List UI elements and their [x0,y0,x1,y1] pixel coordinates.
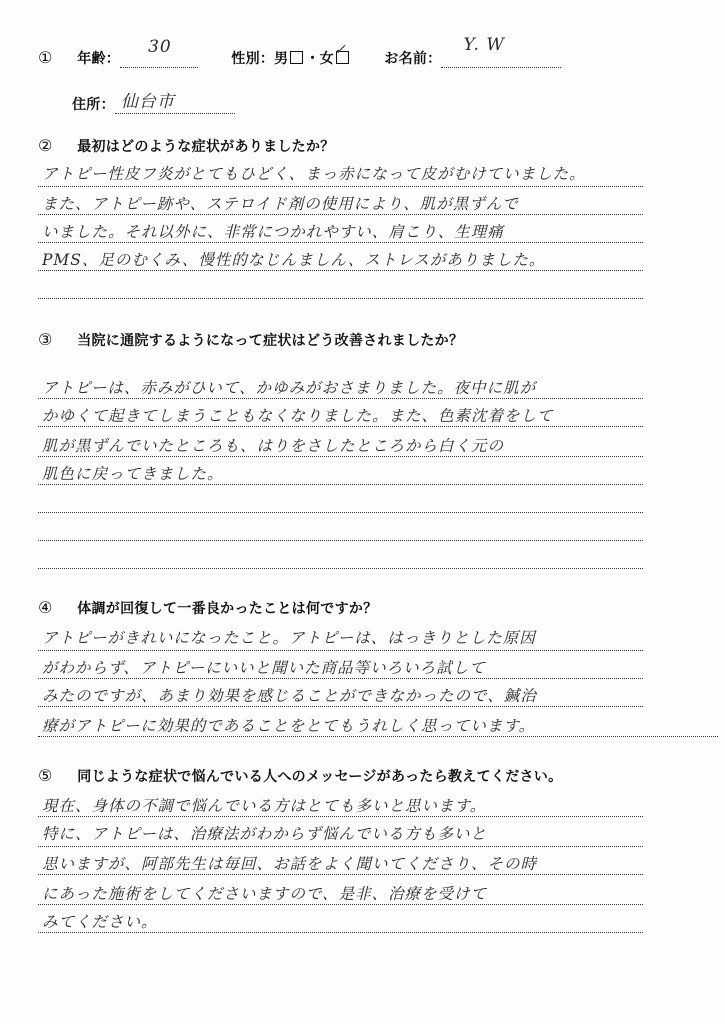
q5-question: 同じような症状で悩んでいる人へのメッセージがあったら教えてください。 [77,769,563,785]
q2-answer-line: PMS、足のむくみ、慢性的なじんましん、ストレスがありました。 [42,251,546,269]
q5-answer-line: 思いますが、阿部先生は毎回、お話をよく聞いてくださり、その時 [42,855,538,873]
q4-answer-line: がわからず、アトピーにいいと聞いた商品等いろいろ試して [42,659,486,677]
q5-heading [38,766,562,786]
male-checkbox [290,51,303,64]
gender-label: 性別：男 [231,51,289,67]
q4-heading [38,598,378,618]
q3-rule [38,540,643,541]
q2-rule [38,214,643,215]
age-value: 30 [148,37,172,57]
q4-rule [38,650,643,651]
q3-answer-line: 肌色に戻ってきました。 [42,465,224,483]
q5-answer-line: 特に、アトピーは、治療法がわからず悩んでいる方も多いと [42,825,487,843]
female-label: ・女 [305,51,335,67]
q3-rule [38,512,643,513]
q5-rule [38,874,643,875]
q2-answer-line: いました。それ以外に、非常につかれやすい、肩こり、生理痛 [42,223,504,241]
q4-answer-line: 療がアトピーに効果的であることをとてもうれしく思っています。 [42,717,536,735]
q4-rule [38,706,643,707]
q3-answer-line: 肌が黒ずんでいたところも、はりをさしたところから白く元の [42,437,505,455]
q5-rule [38,932,643,933]
q5-answer-line: にあった施術をしてくださいますので、是非、治療を受けて [42,885,488,903]
address-field [115,92,235,114]
q3-rule [38,568,643,569]
q4-question: 体調が回復して一番良かったことは何ですか？ [77,601,378,617]
q2-rule [38,242,643,243]
q3-rule [38,398,643,399]
q1-number: ① [38,48,53,67]
q5-rule [38,816,643,817]
age-label: 年齢： [77,51,121,67]
q2-number: ② [38,136,53,155]
q5-answer-line: みてください。 [42,913,158,931]
q3-answer-line: かゆくて起きてしまうこともなくなりました。また、色素沈着をして [42,407,554,425]
name-label: お名前： [384,51,442,67]
q2-heading [38,136,335,156]
q5-answer-line: 現在、身体の不調で悩んでいる方はとても多いと思います。 [42,797,487,815]
q3-heading [38,330,463,350]
address-row [72,94,235,114]
q4-rule [38,678,643,679]
q3-rule [38,426,643,427]
age-field [120,37,198,68]
q3-number: ③ [38,330,53,349]
address-label: 住所： [72,97,115,113]
q4-answer-line: アトピーがきれいになったこと。アトピーは、はっきりとした原因 [42,629,536,647]
female-checkbox [334,42,349,64]
q5-rule [38,846,643,847]
q3-answer-line: アトピーは、赤みがひいて、かゆみがおさまりました。夜中に肌が [42,379,537,397]
q4-rule [38,736,718,737]
q3-question: 当院に通院するようになって症状はどう改善されましたか？ [77,333,464,349]
q5-number: ⑤ [38,766,53,785]
q2-rule [38,298,643,299]
q2-rule [38,270,643,271]
q4-answer-line: みたのですが、あまり効果を感じることができなかったので、鍼治 [42,687,537,705]
name-value: Y. W [463,35,505,55]
header-row [38,35,561,68]
q2-rule [38,186,643,187]
q4-number: ④ [38,598,53,617]
checkmark-icon: ✓ [334,42,347,58]
q5-rule [38,904,643,905]
q2-answer-line: アトピー性皮フ炎がとてもひどく、まっ赤になって皮がむけていました。 [42,165,586,183]
q3-rule [38,456,643,457]
name-field [441,35,561,68]
q3-rule [38,484,643,485]
q2-question: 最初はどのような症状がありましたか？ [77,139,335,155]
address-value: 仙台市 [120,92,175,112]
q2-answer-line: また、アトピー跡や、ステロイド剤の使用により、肌が黒ずんで [42,195,519,213]
